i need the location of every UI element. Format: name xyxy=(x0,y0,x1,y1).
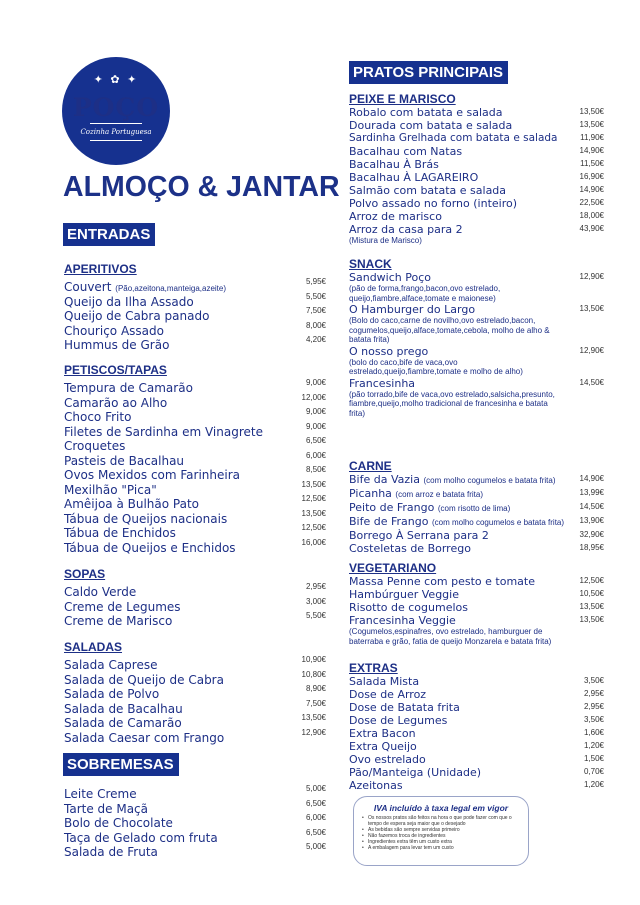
section-title: SNACK xyxy=(349,257,392,271)
menu-item xyxy=(64,654,326,672)
section-title: APERITIVOS xyxy=(64,262,137,276)
item-price: 9,00€ xyxy=(305,407,326,416)
item-price: 5,95€ xyxy=(305,277,326,286)
carne-section xyxy=(349,459,604,555)
menu-item xyxy=(349,542,604,555)
sobremesas-section xyxy=(64,783,326,859)
item-name xyxy=(349,158,559,171)
menu-item xyxy=(349,132,604,145)
menu-item xyxy=(64,450,326,468)
item-note: (Pão,azeitona,manteiga,azeite) xyxy=(115,284,227,293)
iva-notes xyxy=(362,815,520,851)
item-name-text: Bife da Vazia xyxy=(349,473,420,486)
item-name xyxy=(349,588,559,601)
item-name xyxy=(349,171,559,184)
menu-item xyxy=(349,184,604,197)
item-name-text: Extra Bacon xyxy=(349,727,416,740)
logo-divider xyxy=(90,140,142,141)
item-price: 5,00€ xyxy=(305,842,326,851)
item-name-text: Salada Mista xyxy=(349,675,420,688)
item-price: 1,20€ xyxy=(583,780,604,789)
item-name-text: Arroz da casa para 2 xyxy=(349,223,463,236)
item-name-text: Caldo Verde xyxy=(64,585,137,599)
item-name-text: Tábua de Enchidos xyxy=(64,526,176,540)
extras-section xyxy=(349,661,604,792)
item-name-text: Bacalhau com Natas xyxy=(349,145,463,158)
item-price: 6,00€ xyxy=(305,813,326,822)
item-name-text: Salada de Polvo xyxy=(64,687,160,701)
item-name xyxy=(349,529,559,542)
item-note: (com molho cogumelos e batata frita) xyxy=(423,476,556,485)
item-name-text: Bolo de Chocolate xyxy=(64,816,173,830)
menu-item xyxy=(64,698,326,716)
item-name-text: Extra Queijo xyxy=(349,740,417,753)
snack-section xyxy=(349,257,604,418)
menu-item xyxy=(349,473,604,487)
menu-item xyxy=(349,303,604,345)
item-name-text: Tábua de Queijos nacionais xyxy=(64,511,228,526)
item-price: 12,50€ xyxy=(301,523,326,532)
menu-item xyxy=(349,575,604,588)
item-name xyxy=(349,223,559,236)
menu-item xyxy=(64,798,326,816)
menu-item xyxy=(349,601,604,614)
item-price: 5,00€ xyxy=(305,784,326,793)
item-name-text: Camarão ao Alho xyxy=(64,395,168,410)
menu-item xyxy=(349,119,604,132)
item-price: 12,50€ xyxy=(301,494,326,503)
item-name-text: Filetes de Sardinha em Vinagrete xyxy=(64,424,263,439)
menu-item xyxy=(349,145,604,158)
menu-item xyxy=(349,753,604,766)
item-price: 7,50€ xyxy=(305,306,326,315)
section-title: VEGETARIANO xyxy=(349,561,437,575)
menu-item xyxy=(349,779,604,792)
item-name-text: Arroz de marisco xyxy=(349,210,442,223)
item-price: 32,90€ xyxy=(579,530,604,539)
item-name xyxy=(349,473,559,487)
item-name-text: Azeitonas xyxy=(349,779,403,792)
item-price: 12,90€ xyxy=(301,727,326,737)
sobremesas-banner: SOBREMESAS xyxy=(63,753,179,776)
item-name-text: Taça de Gelado com fruta xyxy=(64,830,218,845)
menu-item xyxy=(349,271,604,303)
item-price: 12,00€ xyxy=(301,392,326,402)
item-name-text: Dose de Batata frita xyxy=(349,701,460,714)
item-price: 18,00€ xyxy=(579,211,604,220)
item-name-text: Costeletas de Borrego xyxy=(349,542,471,555)
item-name xyxy=(64,731,224,745)
menu-item xyxy=(349,529,604,542)
item-name-text: Massa Penne com pesto e tomate xyxy=(349,575,536,588)
item-name xyxy=(349,501,559,515)
item-price: 12,50€ xyxy=(579,576,604,585)
item-description: (pão torrado,bife de vaca,ovo estrelado,salsicha,presunto, fiambre,queijo,molho tradicional de francesinha e batata frita) xyxy=(349,389,555,418)
logo-subtitle: Cozinha Portuguesa xyxy=(80,128,152,136)
item-price: 2,95€ xyxy=(305,582,326,591)
item-price: 5,50€ xyxy=(305,611,326,620)
item-price: 14,90€ xyxy=(579,185,604,194)
item-price: 8,90€ xyxy=(305,684,326,693)
petiscos-section xyxy=(64,363,326,555)
item-name xyxy=(349,345,559,358)
item-name-text: Dose de Legumes xyxy=(349,714,448,727)
logo-divider xyxy=(90,123,142,124)
item-price: 7,50€ xyxy=(305,698,326,708)
item-price: 8,00€ xyxy=(305,320,326,330)
item-name xyxy=(349,515,565,529)
item-price: 16,90€ xyxy=(579,172,604,181)
menu-item xyxy=(349,740,604,753)
menu-item xyxy=(349,501,604,515)
item-name-text: O Hamburger do Largo xyxy=(349,303,476,316)
item-name-text: Tempura de Camarão xyxy=(64,381,193,395)
item-name-text: Bacalhau À LAGAREIRO xyxy=(349,171,479,184)
iva-note: • Os nossos pratos são feitos na hora o que pode fazer com que o tempo de espera seja maior que o desejado xyxy=(362,815,520,827)
item-name xyxy=(64,845,158,859)
menu-item xyxy=(349,158,604,171)
sopas-section xyxy=(64,567,326,628)
item-price: 13,99€ xyxy=(579,488,604,497)
item-name-text: Peito de Frango xyxy=(349,501,435,514)
section-title: SOPAS xyxy=(64,567,106,581)
item-name-text: Polvo assado no forno (inteiro) xyxy=(349,197,518,210)
item-name xyxy=(349,145,559,158)
menu-item xyxy=(349,675,604,688)
item-name-text: Couvert xyxy=(64,280,112,294)
menu-item xyxy=(64,276,326,294)
menu-item xyxy=(349,345,604,377)
menu-item xyxy=(349,701,604,714)
restaurant-logo xyxy=(62,57,170,165)
menu-item xyxy=(64,841,326,859)
item-price: 11,90€ xyxy=(580,133,604,142)
menu-item xyxy=(349,487,604,501)
item-price: 1,20€ xyxy=(583,741,604,750)
item-name xyxy=(349,487,559,501)
item-price: 13,50€ xyxy=(579,615,604,624)
menu-item xyxy=(64,320,326,338)
item-price: 6,00€ xyxy=(305,450,326,460)
menu-item xyxy=(349,515,604,529)
item-name xyxy=(349,106,559,119)
menu-item xyxy=(349,377,604,419)
item-name-text: Chouriço Assado xyxy=(64,323,164,338)
menu-item xyxy=(64,334,326,352)
item-name-text: Hummus de Grão xyxy=(64,338,170,352)
menu-item xyxy=(349,588,604,601)
saladas-section xyxy=(64,640,326,745)
item-name-text: O nosso prego xyxy=(349,344,429,358)
item-name-text: Salada de Bacalhau xyxy=(64,701,183,716)
item-name xyxy=(349,675,559,688)
section-title: SALADAS xyxy=(64,640,123,654)
item-name xyxy=(349,184,559,197)
item-name xyxy=(349,740,559,753)
item-name xyxy=(349,575,559,588)
item-name-text: Croquetes xyxy=(64,439,126,453)
item-price: 8,50€ xyxy=(305,465,326,474)
item-name xyxy=(349,753,559,766)
item-price: 11,50€ xyxy=(580,159,604,168)
item-name-text: Salada Caprese xyxy=(64,658,158,672)
item-price: 2,95€ xyxy=(583,702,604,711)
item-price: 10,50€ xyxy=(579,589,604,598)
item-name-text: Bacalhau À Brás xyxy=(349,158,439,171)
item-name xyxy=(349,132,559,145)
aperitivos-section xyxy=(64,262,326,352)
item-name-text: Sandwich Poço xyxy=(349,271,431,284)
logo-ornament-icon: ✦ ✿ ✦ xyxy=(93,73,139,86)
menu-item xyxy=(64,712,326,730)
menu-item xyxy=(349,766,604,779)
menu-item xyxy=(64,479,326,497)
menu-item xyxy=(349,210,604,223)
item-name-text: Dose de Arroz xyxy=(349,688,427,701)
item-name-text: Dourada com batata e salada xyxy=(349,119,513,132)
item-name-text: Ovo estrelado xyxy=(349,753,426,766)
section-title: CARNE xyxy=(349,459,392,473)
item-description: (Bolo do caco,carne de novilho,ovo estrelado,bacon, cogumelos,queijo,alface,tomate,cebola, molho de alho & batata frita) xyxy=(349,316,550,344)
item-name-text: Francesinha Veggie xyxy=(349,614,456,627)
pratos-principais-banner: PRATOS PRINCIPAIS xyxy=(349,61,508,84)
logo-name: POÇO xyxy=(72,93,160,122)
item-price: 14,50€ xyxy=(579,502,604,511)
item-price: 10,90€ xyxy=(301,655,326,664)
item-price: 2,95€ xyxy=(583,689,604,698)
item-name xyxy=(349,377,559,390)
peixe-section xyxy=(349,92,604,246)
page-title: ALMOÇO & JANTAR xyxy=(63,171,340,203)
item-name-text: Robalo com batata e salada xyxy=(349,106,503,119)
item-name-text: Sardinha Grelhada com batata e salada xyxy=(349,132,558,144)
menu-item xyxy=(64,392,326,410)
item-price: 13,50€ xyxy=(301,479,326,489)
item-name-text: Pasteis de Bacalhau xyxy=(64,453,185,468)
item-description: (bolo do caco,bife de vaca,ovo estrelado,queijo,fiambre,tomate e molho de alho) xyxy=(349,357,523,376)
item-price: 1,50€ xyxy=(583,754,604,763)
iva-note: • A embalagem para levar tem um custo xyxy=(362,845,520,851)
vegetariano-section xyxy=(349,561,604,646)
item-description: (Mistura de Marisco) xyxy=(349,236,422,245)
item-price: 18,95€ xyxy=(579,543,604,552)
entradas-banner: ENTRADAS xyxy=(63,223,155,246)
menu-item xyxy=(64,421,326,439)
menu-item xyxy=(64,377,326,395)
iva-notice xyxy=(353,796,529,866)
item-price: 13,50€ xyxy=(579,602,604,611)
item-name-text: Picanha xyxy=(349,487,392,500)
menu-item xyxy=(64,305,326,323)
menu-item xyxy=(64,537,326,555)
item-name xyxy=(349,303,559,316)
item-name xyxy=(64,614,172,628)
item-name xyxy=(349,779,559,792)
item-price: 13,50€ xyxy=(301,508,326,518)
item-name xyxy=(349,197,559,210)
section-title: EXTRAS xyxy=(349,661,398,675)
menu-item xyxy=(64,683,326,701)
item-note: (com risotto de lima) xyxy=(437,504,511,513)
menu-item xyxy=(349,223,604,246)
item-name xyxy=(349,119,559,132)
item-name xyxy=(64,541,236,555)
menu-item xyxy=(64,493,326,511)
section-title: PEIXE E MARISCO xyxy=(349,92,456,106)
item-name-text: Mexilhão "Pica" xyxy=(64,482,157,497)
item-description: (pão de forma,frango,bacon,ovo estrelado, queijo,fiambre,alface,tomate e maionese) xyxy=(349,284,501,303)
menu-item xyxy=(349,197,604,210)
item-name-text: Ovos Mexidos com Farinheira xyxy=(64,468,241,482)
item-price: 5,50€ xyxy=(305,291,326,301)
item-name-text: Salmão com batata e salada xyxy=(349,184,507,197)
item-name-text: Tábua de Queijos e Enchidos xyxy=(64,540,236,555)
item-price: 14,90€ xyxy=(579,146,604,155)
menu-item xyxy=(64,669,326,687)
menu-item xyxy=(64,508,326,526)
item-price: 10,80€ xyxy=(301,669,326,679)
item-price: 14,50€ xyxy=(579,377,604,387)
item-price: 22,50€ xyxy=(579,198,604,207)
menu-item xyxy=(349,714,604,727)
item-name-text: Tarte de Maçã xyxy=(64,801,149,816)
item-price: 16,00€ xyxy=(301,537,326,547)
section-title: PETISCOS/TAPAS xyxy=(64,363,167,377)
item-name xyxy=(349,766,559,779)
item-name-text: Pão/Manteiga (Unidade) xyxy=(349,766,482,779)
iva-note: • Não fazemos troca de ingredientes xyxy=(362,833,520,839)
item-note: (com arroz e batata frita) xyxy=(395,490,484,499)
item-price: 3,00€ xyxy=(305,596,326,606)
item-name-text: Salada Caesar com Frango xyxy=(64,730,225,745)
menu-item xyxy=(349,688,604,701)
menu-item xyxy=(64,464,326,482)
item-description: (Cogumelos,espinafres, ovo estrelado, hamburguer de baterraba e grão, fatia de queijo Monzarela e batata frita) xyxy=(349,627,552,646)
item-name-text: Salada de Fruta xyxy=(64,845,158,859)
item-name xyxy=(349,271,559,284)
item-price: 12,90€ xyxy=(579,272,604,281)
item-name-text: Choco Frito xyxy=(64,410,132,424)
item-name-text: Creme de Marisco xyxy=(64,614,173,628)
item-name xyxy=(349,727,559,740)
item-price: 6,50€ xyxy=(305,798,326,808)
item-name-text: Borrego À Serrana para 2 xyxy=(349,529,489,542)
item-price: 3,50€ xyxy=(583,715,604,724)
item-name xyxy=(349,688,559,701)
menu-item xyxy=(64,596,326,614)
iva-note: • Ingredientes extra têm um custo extra xyxy=(362,839,520,845)
item-name-text: Amêijoa à Bulhão Pato xyxy=(64,497,200,511)
item-name-text: Leite Creme xyxy=(64,787,137,801)
item-name xyxy=(349,614,559,627)
item-price: 13,50€ xyxy=(579,107,604,116)
item-price: 43,90€ xyxy=(579,224,604,233)
item-name xyxy=(349,542,559,555)
menu-item xyxy=(349,171,604,184)
menu-item xyxy=(64,291,326,309)
item-name-text: Salada de Camarão xyxy=(64,716,182,730)
item-price: 4,20€ xyxy=(305,335,326,344)
item-name-text: Hambúrguer Veggie xyxy=(349,588,459,601)
item-price: 6,50€ xyxy=(305,436,326,445)
item-name-text: Salada de Queijo de Cabra xyxy=(64,672,224,687)
menu-item xyxy=(349,727,604,740)
item-price: 3,50€ xyxy=(583,676,604,685)
item-name-text: Bife de Frango xyxy=(349,515,429,528)
item-price: 0,70€ xyxy=(583,767,604,776)
menu-item xyxy=(64,522,326,540)
item-name xyxy=(349,601,559,614)
item-price: 14,90€ xyxy=(579,474,604,483)
item-price: 13,50€ xyxy=(301,713,326,722)
item-name-text: Queijo da Ilha Assado xyxy=(64,294,194,309)
item-name xyxy=(349,210,559,223)
item-price: 13,90€ xyxy=(579,516,604,525)
menu-item xyxy=(349,614,604,646)
menu-item xyxy=(64,406,326,424)
menu-item xyxy=(64,610,326,628)
iva-note: • As bebidas são sempre servidas primeiro xyxy=(362,827,520,833)
item-price: 6,50€ xyxy=(305,827,326,837)
menu-item xyxy=(64,827,326,845)
iva-title: IVA incluído à taxa legal em vigor xyxy=(373,803,509,813)
item-note: (com molho cogumelos e batata frita) xyxy=(431,518,565,527)
item-price: 9,00€ xyxy=(305,421,326,431)
menu-item xyxy=(349,106,604,119)
menu-item xyxy=(64,435,326,453)
item-name-text: Risotto de cogumelos xyxy=(349,601,468,614)
item-name-text: Francesinha xyxy=(349,376,416,390)
item-price: 13,50€ xyxy=(579,304,604,313)
item-name xyxy=(64,338,169,352)
item-name xyxy=(349,714,559,727)
menu-item xyxy=(64,783,326,801)
item-name-text: Queijo de Cabra panado xyxy=(64,309,210,323)
item-price: 13,50€ xyxy=(579,120,604,129)
item-price: 1,60€ xyxy=(583,728,604,737)
menu-item xyxy=(64,812,326,830)
menu-item xyxy=(64,581,326,599)
item-name xyxy=(349,701,559,714)
item-name-text: Creme de Legumes xyxy=(64,599,181,614)
menu-item xyxy=(64,727,326,745)
item-price: 12,90€ xyxy=(579,345,604,355)
item-price: 9,00€ xyxy=(305,378,326,387)
